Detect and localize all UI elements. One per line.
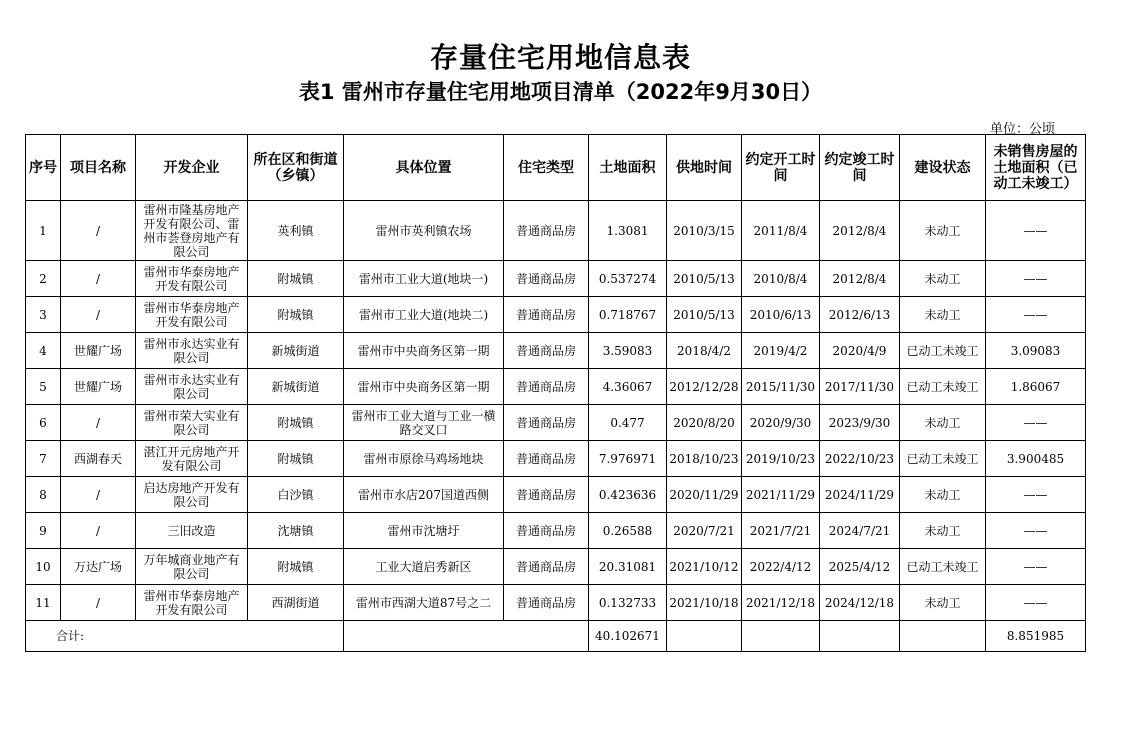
col-project-name-cell: 万达广场 xyxy=(61,549,136,585)
col-land-area-cell: 1.3081 xyxy=(589,201,667,261)
col-project-name-cell: / xyxy=(61,297,136,333)
col-completion-date-cell: 2017/11/30 xyxy=(820,369,900,405)
col-housing-type-cell: 普通商品房 xyxy=(504,585,589,621)
col-location-cell: 工业大道启秀新区 xyxy=(344,549,504,585)
col-location-cell: 雷州市中央商务区第一期 xyxy=(344,333,504,369)
col-index-cell: 9 xyxy=(26,513,61,549)
col-district-cell: 西湖街道 xyxy=(248,585,344,621)
table-row xyxy=(26,477,1086,513)
table-row xyxy=(26,297,1086,333)
col-developer-cell: 雷州市华泰房地产开发有限公司 xyxy=(136,585,248,621)
col-completion-date-cell: 2025/4/12 xyxy=(820,549,900,585)
col-supply-date-cell: 2010/5/13 xyxy=(667,261,742,297)
col-project-name-cell: / xyxy=(61,201,136,261)
col-status-cell: 未动工 xyxy=(900,297,986,333)
col-start-date-cell: 2020/9/30 xyxy=(742,405,820,441)
col-start-date-cell: 2011/8/4 xyxy=(742,201,820,261)
col-project-name-cell: 世耀广场 xyxy=(61,369,136,405)
total-label: 合计: xyxy=(26,621,344,652)
table-row xyxy=(26,513,1086,549)
col-supply-date-header: 供地时间 xyxy=(667,135,742,201)
col-index-cell: 3 xyxy=(26,297,61,333)
col-district-cell: 附城镇 xyxy=(248,441,344,477)
col-district-cell: 新城街道 xyxy=(248,333,344,369)
col-unsold-area-cell: 1.86067 xyxy=(986,369,1086,405)
col-developer-cell: 雷州市荣大实业有限公司 xyxy=(136,405,248,441)
col-completion-date-cell: 2022/10/23 xyxy=(820,441,900,477)
col-location-cell: 雷州市英利镇农场 xyxy=(344,201,504,261)
total-row xyxy=(26,621,1086,652)
col-supply-date-cell: 2021/10/12 xyxy=(667,549,742,585)
col-start-date-cell: 2010/8/4 xyxy=(742,261,820,297)
col-developer-cell: 雷州市华泰房地产开发有限公司 xyxy=(136,297,248,333)
col-supply-date-cell: 2018/4/2 xyxy=(667,333,742,369)
col-completion-date-cell: 2012/6/13 xyxy=(820,297,900,333)
col-location-header: 具体位置 xyxy=(344,135,504,201)
col-supply-date-cell: 2010/3/15 xyxy=(667,201,742,261)
col-start-date-cell: 2021/12/18 xyxy=(742,585,820,621)
col-project-name-cell: 世耀广场 xyxy=(61,333,136,369)
col-district-cell: 沈塘镇 xyxy=(248,513,344,549)
col-status-cell: 已动工未竣工 xyxy=(900,549,986,585)
col-status-cell: 未动工 xyxy=(900,405,986,441)
table-row xyxy=(26,585,1086,621)
col-unsold-area-cell: —— xyxy=(986,201,1086,261)
col-district-cell: 附城镇 xyxy=(248,297,344,333)
col-index-cell: 2 xyxy=(26,261,61,297)
col-completion-date-cell: 2023/9/30 xyxy=(820,405,900,441)
col-district-header: 所在区和街道（乡镇） xyxy=(248,135,344,201)
col-project-name-cell: / xyxy=(61,261,136,297)
total-empty-cell xyxy=(667,621,742,652)
col-status-cell: 未动工 xyxy=(900,477,986,513)
col-status-cell: 已动工未竣工 xyxy=(900,333,986,369)
col-unsold-area-cell: —— xyxy=(986,585,1086,621)
col-status-cell: 未动工 xyxy=(900,585,986,621)
total-empty-cell xyxy=(344,621,589,652)
col-start-date-cell: 2015/11/30 xyxy=(742,369,820,405)
col-supply-date-cell: 2021/10/18 xyxy=(667,585,742,621)
col-housing-type-cell: 普通商品房 xyxy=(504,513,589,549)
document-subtitle: 表1 雷州市存量住宅用地项目清单（2022年9月30日） xyxy=(298,80,823,104)
col-land-area-cell: 0.537274 xyxy=(589,261,667,297)
col-land-area-cell: 0.423636 xyxy=(589,477,667,513)
total-empty-cell xyxy=(742,621,820,652)
table-row xyxy=(26,201,1086,261)
header-row xyxy=(26,135,1086,201)
col-unsold-area-cell: —— xyxy=(986,513,1086,549)
col-project-name-header: 项目名称 xyxy=(61,135,136,201)
col-housing-type-cell: 普通商品房 xyxy=(504,261,589,297)
col-supply-date-cell: 2020/11/29 xyxy=(667,477,742,513)
col-start-date-cell: 2010/6/13 xyxy=(742,297,820,333)
col-developer-header: 开发企业 xyxy=(136,135,248,201)
col-index-cell: 11 xyxy=(26,585,61,621)
col-index-cell: 1 xyxy=(26,201,61,261)
col-start-date-header: 约定开工时间 xyxy=(742,135,820,201)
col-completion-date-cell: 2024/7/21 xyxy=(820,513,900,549)
col-status-cell: 未动工 xyxy=(900,513,986,549)
col-completion-date-header: 约定竣工时间 xyxy=(820,135,900,201)
col-developer-cell: 启达房地产开发有限公司 xyxy=(136,477,248,513)
col-location-cell: 雷州市水店207国道西侧 xyxy=(344,477,504,513)
col-completion-date-cell: 2024/11/29 xyxy=(820,477,900,513)
col-land-area-cell: 0.718767 xyxy=(589,297,667,333)
col-land-area-cell: 0.26588 xyxy=(589,513,667,549)
col-district-cell: 附城镇 xyxy=(248,549,344,585)
col-housing-type-cell: 普通商品房 xyxy=(504,477,589,513)
col-land-area-header: 土地面积 xyxy=(589,135,667,201)
land-info-table xyxy=(25,134,1086,652)
col-start-date-cell: 2019/4/2 xyxy=(742,333,820,369)
col-land-area-cell: 3.59083 xyxy=(589,333,667,369)
col-location-cell: 雷州市工业大道(地块一) xyxy=(344,261,504,297)
col-district-cell: 附城镇 xyxy=(248,261,344,297)
col-location-cell: 雷州市沈塘圩 xyxy=(344,513,504,549)
col-location-cell: 雷州市工业大道与工业一横路交叉口 xyxy=(344,405,504,441)
col-supply-date-cell: 2020/7/21 xyxy=(667,513,742,549)
col-supply-date-cell: 2020/8/20 xyxy=(667,405,742,441)
col-index-cell: 7 xyxy=(26,441,61,477)
col-district-cell: 附城镇 xyxy=(248,405,344,441)
col-developer-cell: 雷州市隆基房地产开发有限公司、雷州市荟登房地产有限公司 xyxy=(136,201,248,261)
col-land-area-cell: 0.477 xyxy=(589,405,667,441)
table-row xyxy=(26,441,1086,477)
col-location-cell: 雷州市中央商务区第一期 xyxy=(344,369,504,405)
col-unsold-area-cell: —— xyxy=(986,261,1086,297)
col-housing-type-cell: 普通商品房 xyxy=(504,297,589,333)
col-housing-type-cell: 普通商品房 xyxy=(504,441,589,477)
col-index-cell: 5 xyxy=(26,369,61,405)
col-status-cell: 未动工 xyxy=(900,261,986,297)
col-start-date-cell: 2021/11/29 xyxy=(742,477,820,513)
col-status-cell: 已动工未竣工 xyxy=(900,369,986,405)
col-land-area-cell: 4.36067 xyxy=(589,369,667,405)
col-unsold-area-cell: 3.900485 xyxy=(986,441,1086,477)
col-unsold-area-cell: —— xyxy=(986,297,1086,333)
col-land-area-cell: 20.31081 xyxy=(589,549,667,585)
col-supply-date-cell: 2010/5/13 xyxy=(667,297,742,333)
col-index-cell: 10 xyxy=(26,549,61,585)
col-project-name-cell: / xyxy=(61,477,136,513)
col-district-cell: 英利镇 xyxy=(248,201,344,261)
col-project-name-cell: / xyxy=(61,513,136,549)
total-empty-cell xyxy=(820,621,900,652)
col-status-cell: 已动工未竣工 xyxy=(900,441,986,477)
col-supply-date-cell: 2012/12/28 xyxy=(667,369,742,405)
table-row xyxy=(26,549,1086,585)
table-body xyxy=(26,201,1086,652)
document-title: 存量住宅用地信息表 xyxy=(429,41,691,74)
col-index-cell: 4 xyxy=(26,333,61,369)
col-unsold-area-cell: —— xyxy=(986,549,1086,585)
col-housing-type-cell: 普通商品房 xyxy=(504,549,589,585)
col-unsold-area-header: 未销售房屋的土地面积（已动工未竣工） xyxy=(986,135,1086,201)
col-index-header: 序号 xyxy=(26,135,61,201)
table-row xyxy=(26,405,1086,441)
col-project-name-cell: / xyxy=(61,585,136,621)
col-project-name-cell: / xyxy=(61,405,136,441)
total-empty-cell xyxy=(900,621,986,652)
col-housing-type-cell: 普通商品房 xyxy=(504,333,589,369)
col-land-area-cell: 0.132733 xyxy=(589,585,667,621)
col-developer-cell: 三旧改造 xyxy=(136,513,248,549)
total-land-area: 40.102671 xyxy=(589,621,667,652)
col-housing-type-cell: 普通商品房 xyxy=(504,201,589,261)
col-housing-type-header: 住宅类型 xyxy=(504,135,589,201)
col-completion-date-cell: 2012/8/4 xyxy=(820,261,900,297)
col-completion-date-cell: 2020/4/9 xyxy=(820,333,900,369)
col-completion-date-cell: 2012/8/4 xyxy=(820,201,900,261)
table-row xyxy=(26,333,1086,369)
total-unsold-area: 8.851985 xyxy=(986,621,1086,652)
col-index-cell: 6 xyxy=(26,405,61,441)
col-housing-type-cell: 普通商品房 xyxy=(504,405,589,441)
col-status-header: 建设状态 xyxy=(900,135,986,201)
col-location-cell: 雷州市工业大道(地块二) xyxy=(344,297,504,333)
table-row xyxy=(26,261,1086,297)
col-project-name-cell: 西湖春天 xyxy=(61,441,136,477)
col-district-cell: 白沙镇 xyxy=(248,477,344,513)
col-developer-cell: 雷州市永达实业有限公司 xyxy=(136,333,248,369)
unit-label: 单位：公顷 xyxy=(990,122,1056,137)
col-start-date-cell: 2019/10/23 xyxy=(742,441,820,477)
col-status-cell: 未动工 xyxy=(900,201,986,261)
col-district-cell: 新城街道 xyxy=(248,369,344,405)
col-supply-date-cell: 2018/10/23 xyxy=(667,441,742,477)
col-location-cell: 雷州市西湖大道87号之二 xyxy=(344,585,504,621)
col-developer-cell: 万年城商业地产有限公司 xyxy=(136,549,248,585)
col-unsold-area-cell: —— xyxy=(986,405,1086,441)
col-developer-cell: 雷州市华泰房地产开发有限公司 xyxy=(136,261,248,297)
table-row xyxy=(26,369,1086,405)
col-developer-cell: 雷州市永达实业有限公司 xyxy=(136,369,248,405)
col-land-area-cell: 7.976971 xyxy=(589,441,667,477)
col-housing-type-cell: 普通商品房 xyxy=(504,369,589,405)
col-index-cell: 8 xyxy=(26,477,61,513)
col-start-date-cell: 2021/7/21 xyxy=(742,513,820,549)
col-unsold-area-cell: —— xyxy=(986,477,1086,513)
col-start-date-cell: 2022/4/12 xyxy=(742,549,820,585)
col-location-cell: 雷州市原徐马鸡场地块 xyxy=(344,441,504,477)
col-unsold-area-cell: 3.09083 xyxy=(986,333,1086,369)
col-developer-cell: 湛江开元房地产开发有限公司 xyxy=(136,441,248,477)
col-completion-date-cell: 2024/12/18 xyxy=(820,585,900,621)
